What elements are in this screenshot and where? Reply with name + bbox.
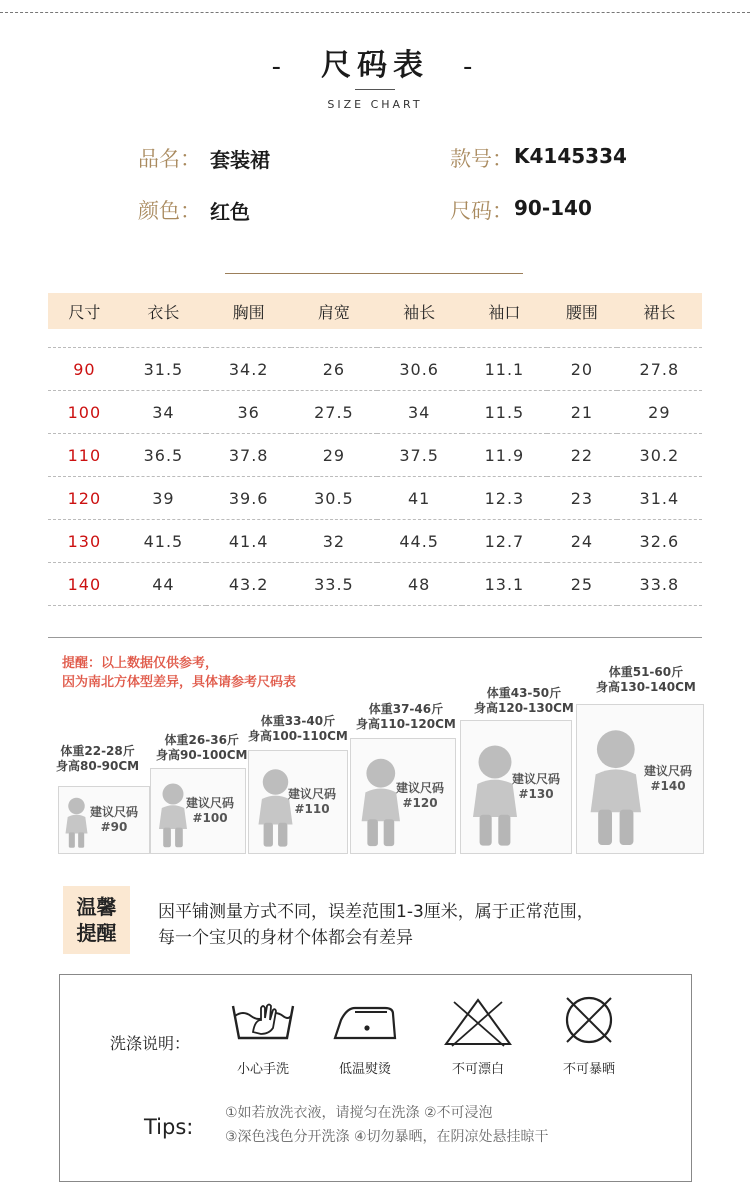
cell-waist: 22 [547, 434, 617, 477]
kid-suggested-size [390, 781, 450, 811]
info-color-label: 颜色 [138, 199, 180, 223]
info-size-colon: ： [492, 199, 513, 223]
cell-length: 41.5 [121, 520, 206, 563]
kid-suggest-size: #120 [402, 796, 438, 810]
kid-suggest-size: #130 [518, 787, 554, 801]
kid-weight: 体重43-50斤 [486, 686, 562, 700]
header-skirt: 裙长 [617, 293, 702, 329]
info-color-value: 红色 [210, 200, 250, 224]
cell-length: 34 [121, 391, 206, 434]
cell-cuff: 12.3 [462, 477, 547, 520]
kid-suggest-label: 建议尺码 [511, 772, 560, 786]
top-dashed-divider [0, 12, 750, 13]
cell-chest: 34.2 [206, 348, 291, 391]
info-style-colon: ： [492, 147, 513, 171]
title-dash-left: - [271, 52, 287, 82]
kid-suggest-size: #90 [100, 820, 128, 834]
kid-height: 身高90-100CM [156, 748, 248, 762]
header-size: 尺寸 [48, 293, 121, 329]
hand-wash-label: 小心手洗 [236, 1062, 289, 1077]
tips-label: Tips: [144, 1115, 194, 1139]
header-shoulder: 肩宽 [291, 293, 376, 329]
reminder-text [62, 654, 296, 692]
table-row [48, 477, 702, 520]
cell-skirt: 31.4 [617, 477, 702, 520]
no-sun-dry-label: 不可暴晒 [562, 1062, 615, 1077]
cell-chest: 37.8 [206, 434, 291, 477]
kid-suggested-size [506, 772, 566, 802]
cell-cuff: 11.5 [462, 391, 547, 434]
low-iron-icon [327, 998, 403, 1046]
info-divider [225, 273, 523, 274]
cell-shoulder: 27.5 [291, 391, 376, 434]
warm-text-line-1: 因平铺测量方式不同，误差范围1-3厘米，属于正常范围， [158, 902, 594, 922]
page-title [0, 40, 750, 84]
cell-waist: 24 [547, 520, 617, 563]
cell-sleeve: 48 [377, 563, 462, 606]
info-size-value: 90-140 [514, 196, 592, 220]
low-iron-group [315, 998, 415, 1077]
info-name-colon: ： [180, 147, 201, 171]
kid-suggested-size [180, 796, 240, 826]
warm-reminder-text [158, 899, 594, 951]
cell-skirt: 33.8 [617, 563, 702, 606]
cell-skirt: 27.8 [617, 348, 702, 391]
cell-length: 31.5 [121, 348, 206, 391]
kid-suggest-size: #140 [650, 779, 686, 793]
kid-range-label [248, 714, 348, 744]
info-color-colon: ： [180, 199, 201, 223]
info-style [450, 143, 513, 173]
no-bleach-group [428, 996, 528, 1077]
cell-size: 120 [48, 477, 121, 520]
kid-suggest-label: 建议尺码 [89, 805, 138, 819]
tips-line-2: ③深色浅色分开洗涤 ④切勿暴晒，在阴凉处悬挂晾干 [225, 1129, 549, 1145]
cell-length: 39 [121, 477, 206, 520]
cell-sleeve: 44.5 [377, 520, 462, 563]
kid-height: 身高110-120CM [356, 717, 456, 731]
no-bleach-icon [440, 996, 516, 1048]
kid-range-label [474, 686, 574, 716]
cell-chest: 43.2 [206, 563, 291, 606]
cell-cuff: 12.7 [462, 520, 547, 563]
kid-height: 身高120-130CM [474, 701, 574, 715]
kid-weight: 体重22-28斤 [60, 744, 135, 758]
kid-range-label [156, 733, 247, 763]
warm-reminder-badge [63, 886, 130, 954]
cell-waist: 21 [547, 391, 617, 434]
kid-suggest-label: 建议尺码 [185, 796, 234, 810]
kid-suggest-label: 建议尺码 [395, 781, 444, 795]
info-color [138, 195, 201, 225]
info-name-label: 品名 [138, 147, 180, 171]
info-style-value: K4145334 [514, 144, 627, 168]
kid-suggest-size: #100 [192, 811, 228, 825]
kid-range-label [56, 744, 139, 774]
no-sun-dry-icon [551, 992, 627, 1048]
kid-suggest-label: 建议尺码 [643, 764, 692, 778]
kid-weight: 体重33-40斤 [260, 714, 336, 728]
cell-size: 130 [48, 520, 121, 563]
tips-line-1: ①如若放洗衣液，请搅匀在洗涤 ②不可浸泡 [225, 1105, 493, 1121]
kid-weight: 体重51-60斤 [608, 665, 684, 679]
reminder-line-1: 提醒：以上数据仅供参考， [62, 656, 219, 671]
cell-size: 110 [48, 434, 121, 477]
kid-suggest-label: 建议尺码 [287, 787, 336, 801]
cell-skirt: 29 [617, 391, 702, 434]
cell-length: 36.5 [121, 434, 206, 477]
table-row [48, 563, 702, 606]
kid-height: 身高100-110CM [248, 729, 348, 743]
cell-waist: 20 [547, 348, 617, 391]
cell-shoulder: 30.5 [291, 477, 376, 520]
no-sun-dry-group [539, 992, 639, 1077]
cell-shoulder: 26 [291, 348, 376, 391]
hand-wash-icon [225, 998, 301, 1046]
no-bleach-label: 不可漂白 [451, 1062, 504, 1077]
cell-skirt: 30.2 [617, 434, 702, 477]
header-cuff: 袖口 [462, 293, 547, 329]
cell-cuff: 11.9 [462, 434, 547, 477]
warm-title-line-1: 温馨 [76, 895, 117, 919]
cell-chest: 36 [206, 391, 291, 434]
cell-size: 100 [48, 391, 121, 434]
cell-sleeve: 37.5 [377, 434, 462, 477]
kid-height: 身高130-140CM [596, 680, 696, 694]
cell-shoulder: 32 [291, 520, 376, 563]
kid-suggest-size: #110 [294, 802, 330, 816]
size-table [48, 293, 702, 606]
table-row [48, 391, 702, 434]
table-spacer-row [48, 329, 702, 348]
cell-waist: 25 [547, 563, 617, 606]
header-sleeve: 袖长 [377, 293, 462, 329]
kid-suggested-size [282, 787, 342, 817]
info-style-label: 款号 [450, 147, 492, 171]
care-title: 洗涤说明： [110, 1034, 191, 1053]
title-text: 尺码表 [321, 48, 429, 83]
kid-range-label [356, 702, 456, 732]
kid-height: 身高80-90CM [56, 759, 140, 773]
info-name [138, 143, 201, 173]
cell-size: 90 [48, 348, 121, 391]
hand-wash-group [213, 998, 313, 1077]
section-divider [48, 637, 702, 638]
cell-cuff: 13.1 [462, 563, 547, 606]
cell-chest: 39.6 [206, 477, 291, 520]
header-chest: 胸围 [206, 293, 291, 329]
kid-weight: 体重26-36斤 [164, 733, 239, 747]
kid-weight: 体重37-46斤 [368, 702, 444, 716]
kid-suggested-size [638, 764, 698, 794]
cell-skirt: 32.6 [617, 520, 702, 563]
info-size-label: 尺码 [450, 199, 492, 223]
table-row [48, 520, 702, 563]
cell-shoulder: 33.5 [291, 563, 376, 606]
tips-text [225, 1101, 549, 1149]
reminder-line-2: 因为南北方体型差异，具体请参考尺码表 [62, 675, 297, 690]
title-underline [355, 89, 395, 90]
cell-shoulder: 29 [291, 434, 376, 477]
table-row [48, 348, 702, 391]
low-iron-label: 低温熨烫 [338, 1062, 391, 1077]
table-header-row [48, 293, 702, 329]
cell-sleeve: 34 [377, 391, 462, 434]
cell-length: 44 [121, 563, 206, 606]
warm-title-line-2: 提醒 [76, 921, 117, 945]
cell-cuff: 11.1 [462, 348, 547, 391]
info-size [450, 195, 513, 225]
page-subtitle: SIZE CHART [327, 98, 423, 111]
kid-range-label [596, 665, 696, 695]
header-length: 衣长 [121, 293, 206, 329]
cell-waist: 23 [547, 477, 617, 520]
title-dash-right: - [463, 52, 479, 82]
cell-sleeve: 41 [377, 477, 462, 520]
cell-sleeve: 30.6 [377, 348, 462, 391]
header-waist: 腰围 [547, 293, 617, 329]
table-row [48, 434, 702, 477]
cell-size: 140 [48, 563, 121, 606]
info-name-value: 套装裙 [210, 148, 270, 172]
cell-chest: 41.4 [206, 520, 291, 563]
kid-suggested-size [84, 805, 144, 835]
warm-text-line-2: 每一个宝贝的身材个体都会有差异 [158, 928, 413, 948]
